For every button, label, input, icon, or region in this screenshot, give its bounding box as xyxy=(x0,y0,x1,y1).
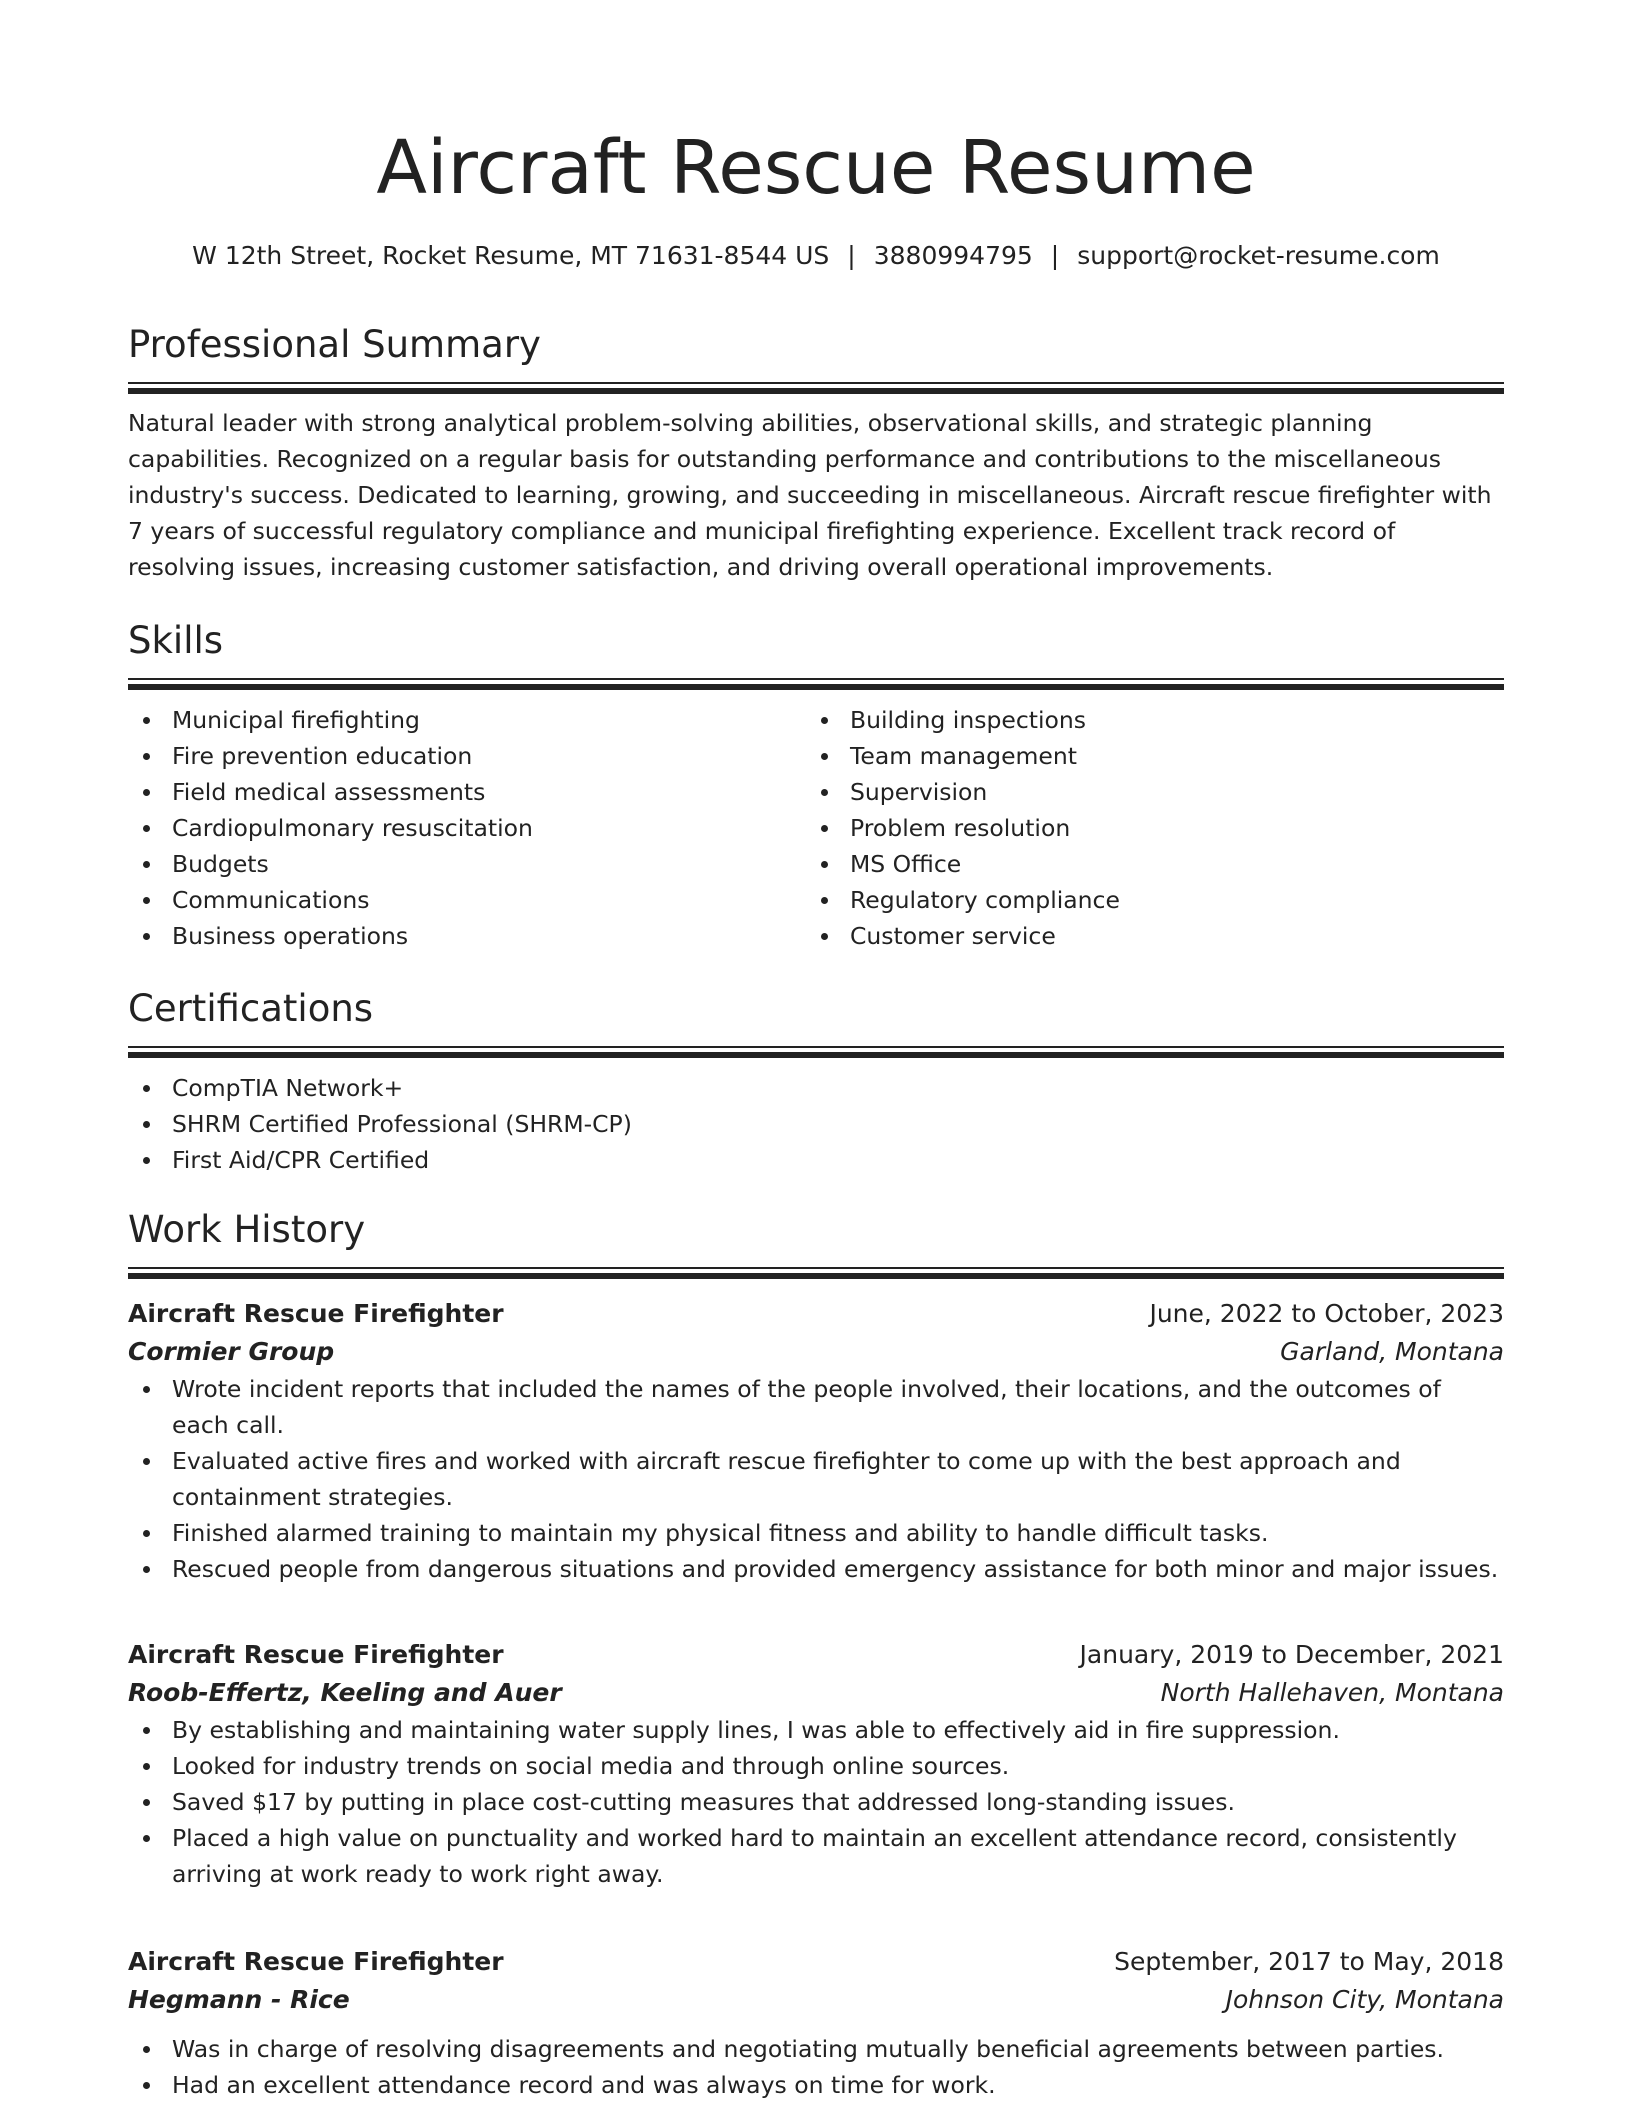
job-bullets xyxy=(128,1712,1504,1892)
job-entry xyxy=(128,1943,1504,2103)
skill-item: Customer service xyxy=(806,918,1446,954)
job-company: Cormier Group xyxy=(128,1337,335,1366)
skill-item: Problem resolution xyxy=(806,810,1446,846)
job-company: Hegmann - Rice xyxy=(128,1985,350,2014)
job-bullet: Finished alarmed training to maintain my physical fitness and ability to handle difficult tasks. xyxy=(128,1515,1504,1551)
skill-item: Fire prevention education xyxy=(128,738,768,774)
contact-phone: 3880994795 xyxy=(873,241,1033,270)
resume-page xyxy=(128,0,1504,2112)
contact-line xyxy=(128,238,1504,274)
section-divider xyxy=(128,382,1504,394)
job-location: North Hallehaven, Montana xyxy=(1160,1678,1504,1707)
skills-list-left xyxy=(128,702,768,954)
job-subheader-row xyxy=(128,1674,1504,1712)
skill-item: Supervision xyxy=(806,774,1446,810)
job-title: Aircraft Rescue Firefighter xyxy=(128,1640,504,1669)
job-subheader-row xyxy=(128,1981,1504,2019)
skill-item: MS Office xyxy=(806,846,1446,882)
job-dates: June, 2022 to October, 2023 xyxy=(1149,1299,1504,1328)
certification-item: SHRM Certified Professional (SHRM-CP) xyxy=(128,1106,1504,1142)
summary-heading: Professional Summary xyxy=(128,323,541,366)
job-title: Aircraft Rescue Firefighter xyxy=(128,1299,504,1328)
job-header-row xyxy=(128,1943,1504,1981)
section-divider xyxy=(128,1267,1504,1279)
job-subheader-row xyxy=(128,1333,1504,1371)
summary-text: Natural leader with strong analytical problem-solving abilities, observational skills, and strategic planning capabilities. Recognized on a regular basis for outstanding performance and contributions to the miscellaneous industry's success. Dedicated to learning, growing, and succeeding in miscellaneous. Aircraft rescue firefighter with 7 years of successful regulatory compliance and municipal firefighting experience. Excellent track record of resolving issues, increasing customer satisfaction, and driving overall operational improvements. xyxy=(128,409,1492,581)
work-heading: Work History xyxy=(128,1208,366,1251)
job-dates: January, 2019 to December, 2021 xyxy=(1079,1640,1504,1669)
job-title: Aircraft Rescue Firefighter xyxy=(128,1947,504,1976)
contact-separator: | xyxy=(847,241,856,270)
job-header-row xyxy=(128,1295,1504,1333)
section-divider xyxy=(128,678,1504,690)
contact-separator: | xyxy=(1050,241,1060,270)
skill-item: Budgets xyxy=(128,846,768,882)
job-bullets xyxy=(128,1371,1504,1587)
job-entry xyxy=(128,1636,1504,1892)
job-dates: September, 2017 to May, 2018 xyxy=(1114,1947,1504,1976)
certifications-list xyxy=(128,1070,1504,1178)
skill-item: Field medical assessments xyxy=(128,774,768,810)
job-bullet: Placed a high value on punctuality and worked hard to maintain an excellent attendance record, consistently arriving at work ready to work right away. xyxy=(128,1820,1504,1892)
skill-item: Business operations xyxy=(128,918,768,954)
certifications-section-header xyxy=(128,984,1504,1058)
job-bullets xyxy=(128,2031,1504,2103)
skill-item: Municipal firefighting xyxy=(128,702,768,738)
job-bullet: Had an excellent attendance record and was always on time for work. xyxy=(128,2067,1504,2103)
contact-email: support@rocket-resume.com xyxy=(1077,241,1440,270)
job-bullet: By establishing and maintaining water supply lines, I was able to effectively aid in fire suppression. xyxy=(128,1712,1504,1748)
job-bullet: Wrote incident reports that included the names of the people involved, their locations, and the outcomes of each call. xyxy=(128,1371,1504,1443)
skills-section-header xyxy=(128,616,1504,690)
resume-title: Aircraft Rescue Resume xyxy=(376,125,1256,211)
contact-address: W 12th Street, Rocket Resume, MT 71631-8544 US xyxy=(192,241,830,270)
job-bullet: Saved $17 by putting in place cost-cutting measures that addressed long-standing issues. xyxy=(128,1784,1504,1820)
work-section-header xyxy=(128,1205,1504,1279)
skill-item: Building inspections xyxy=(806,702,1446,738)
section-divider xyxy=(128,1046,1504,1058)
skill-item: Team management xyxy=(806,738,1446,774)
skills-heading: Skills xyxy=(128,619,224,662)
job-location: Johnson City, Montana xyxy=(1225,1985,1504,2014)
job-bullet: Was in charge of resolving disagreements and negotiating mutually beneficial agreements between parties. xyxy=(128,2031,1504,2067)
certification-item: First Aid/CPR Certified xyxy=(128,1142,1504,1178)
skill-item: Cardiopulmonary resuscitation xyxy=(128,810,768,846)
job-company: Roob-Effertz, Keeling and Auer xyxy=(128,1678,562,1707)
job-bullet: Looked for industry trends on social media and through online sources. xyxy=(128,1748,1504,1784)
certification-item: CompTIA Network+ xyxy=(128,1070,1504,1106)
skill-item: Regulatory compliance xyxy=(806,882,1446,918)
skills-list-right xyxy=(806,702,1446,954)
job-entry xyxy=(128,1295,1504,1587)
job-bullet: Rescued people from dangerous situations and provided emergency assistance for both minor and major issues. xyxy=(128,1551,1504,1587)
summary-section-header xyxy=(128,320,1504,394)
skill-item: Communications xyxy=(128,882,768,918)
job-location: Garland, Montana xyxy=(1280,1337,1504,1366)
job-bullet: Evaluated active fires and worked with aircraft rescue firefighter to come up with the best approach and containment strategies. xyxy=(128,1443,1504,1515)
certifications-heading: Certifications xyxy=(128,987,374,1030)
job-header-row xyxy=(128,1636,1504,1674)
